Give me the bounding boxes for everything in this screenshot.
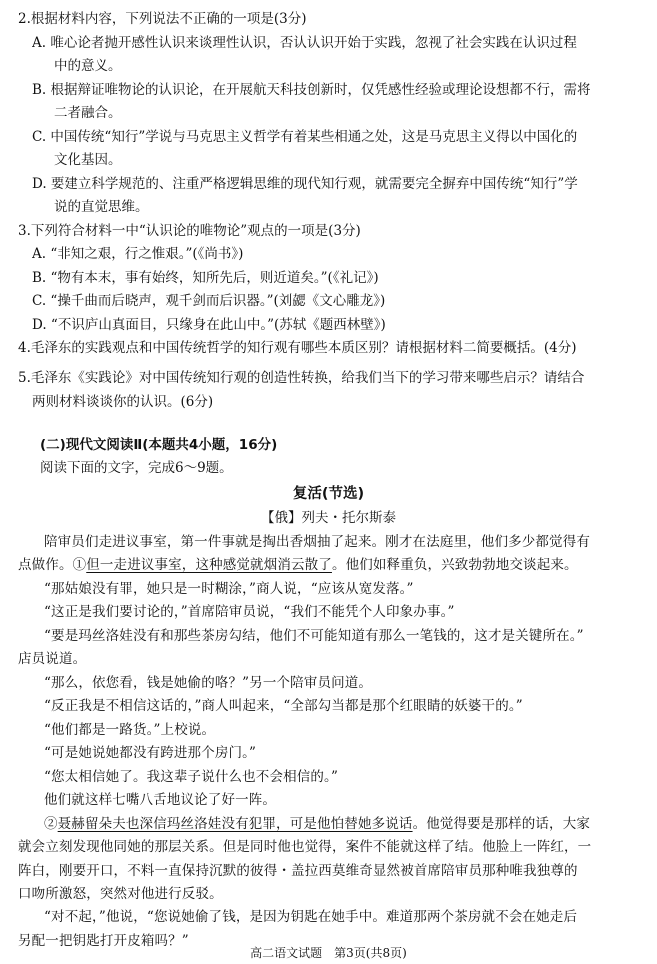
passage-line: 就会立刻发现他同她的那层关系。但是同时他也觉得，案件不能就这样了结。他脸上一阵红，一 [18, 839, 592, 855]
question-5-title-cont: 两则材料谈谈你的认识。(6分) [32, 394, 214, 410]
question-2-option-a: A. 唯心论者抛开感性认识来谈理性认识，否认认识开始于实践，忽视了社会实践在认识过程 [32, 35, 577, 51]
question-2-option-b: B. 根据辩证唯物论的认识论，在开展航天科技创新时，仅凭感性经验或理论设想都不行，需将 [32, 82, 591, 98]
passage-line: 陪审员们走进议事室，第一件事就是掏出香烟抽了起来。刚才在法庭里，他们多少都觉得有 [44, 534, 590, 550]
question-2-option-a-cont: 中的意义。 [54, 58, 122, 74]
question-3-option-d: D. “不识庐山真面目，只缘身在此山中。”(苏轼《题西林壁》) [32, 317, 386, 333]
question-4-title: 4.毛泽东的实践观点和中国传统哲学的知行观有哪些本质区别？请根据材料二简要概括。(4分) [18, 340, 577, 356]
question-2-option-d-cont: 说的直觉思维。 [54, 199, 149, 215]
passage-line-text: 点做作。①但一走进议事室，这种感觉就烟消云散了。他们如释重负，兴致勃勃地交谈起来。 [18, 557, 578, 573]
passage-line: 阵白，刚要开口，不料一直保持沉默的彼得・盖拉西莫维奇显然被首席陪审员那种唯我独尊的 [18, 863, 578, 879]
passage-line: 他们就这样七嘴八舌地议论了好一阵。 [44, 792, 277, 808]
passage-line: “您太相信她了。我这辈子说什么也不会相信的。” [44, 769, 339, 785]
section-heading: (二)现代文阅读Ⅱ(本题共4小题，16分) [40, 437, 278, 453]
underlined-phrase: 但一走进议事室，这种感觉就烟消云散了 [86, 557, 332, 573]
passage-line: “那么，依您看，钱是她偷的咯？”另一个陪审员问道。 [44, 675, 373, 691]
passage-line: 店员说道。 [18, 651, 87, 667]
passage-line: “对不起，”他说，“您说她偷了钱，是因为钥匙在她手中。难道那两个茶房就不会在她走后 [44, 909, 578, 925]
page-footer: 高二语文试题 第3页(共8页) [250, 946, 407, 960]
question-2-option-b-cont: 二者融合。 [54, 105, 122, 121]
passage-line: 另配一把钥匙打开皮箱吗？” [18, 933, 189, 949]
passage-line: “那姑娘没有罪，她只是一时糊涂，”商人说，“应该从宽发落。” [44, 581, 414, 597]
passage-line: “他们都是一路货。”上校说。 [44, 722, 216, 738]
question-3-option-c: C. “操千曲而后晓声，观千剑而后识器。”(刘勰《文心雕龙》) [32, 293, 386, 309]
underlined-phrase: 聂赫留朵夫也深信玛丝洛娃没有犯罪，可是他怕替她多说话 [57, 816, 413, 832]
question-2-title: 2.根据材料内容，下列说法不正确的一项是(3分) [18, 11, 307, 27]
question-3-option-a: A. “非知之艰，行之惟艰。”(《尚书》) [32, 246, 244, 262]
passage-title: 复活(节选) [292, 486, 365, 502]
passage-line: “要是玛丝洛娃没有和那些茶房勾结，他们不可能知道有那么一笔钱的，这才是关键所在。” [44, 628, 584, 644]
passage-author: 【俄】列夫・托尔斯泰 [261, 510, 396, 526]
question-2-option-d: D. 要建立科学规范的、注重严格逻辑思维的现代知行观，就需要完全摒弃中国传统“知行”学 [32, 176, 578, 192]
passage-line: 口吻所激怒，突然对他进行反驳。 [18, 886, 223, 902]
passage-line-underlined-2 [44, 813, 642, 835]
question-5-title: 5.毛泽东《实践论》对中国传统知行观的创造性转换，给我们当下的学习带来哪些启示？请结合 [18, 370, 585, 386]
passage-line-text: ②聂赫留朵夫也深信玛丝洛娃没有犯罪，可是他怕替她多说话。他觉得要是那样的话，大家 [44, 816, 591, 832]
passage-line: “这正是我们要讨论的，”首席陪审员说，“我们不能凭个人印象办事。” [44, 604, 455, 620]
passage-line: “可是她说她都没有跨进那个房门。” [44, 745, 257, 761]
question-3-option-b: B. “物有本末，事有始终，知所先后，则近道矣。”(《礼记》) [32, 270, 379, 286]
passage-line-underlined-1 [18, 554, 642, 576]
question-2-option-c-cont: 文化基因。 [54, 152, 122, 168]
section-instruction: 阅读下面的文字，完成6～9题。 [40, 460, 233, 476]
question-2-option-c: C. 中国传统“知行”学说与马克思主义哲学有着某些相通之处，这是马克思主义得以中国化的 [32, 129, 578, 145]
passage-line: “反正我是不相信这话的，”商人叫起来，“全部勾当都是那个红眼睛的妖婆干的。” [44, 698, 523, 714]
question-3-title: 3.下列符合材料一中“认识论的唯物论”观点的一项是(3分) [18, 223, 361, 239]
